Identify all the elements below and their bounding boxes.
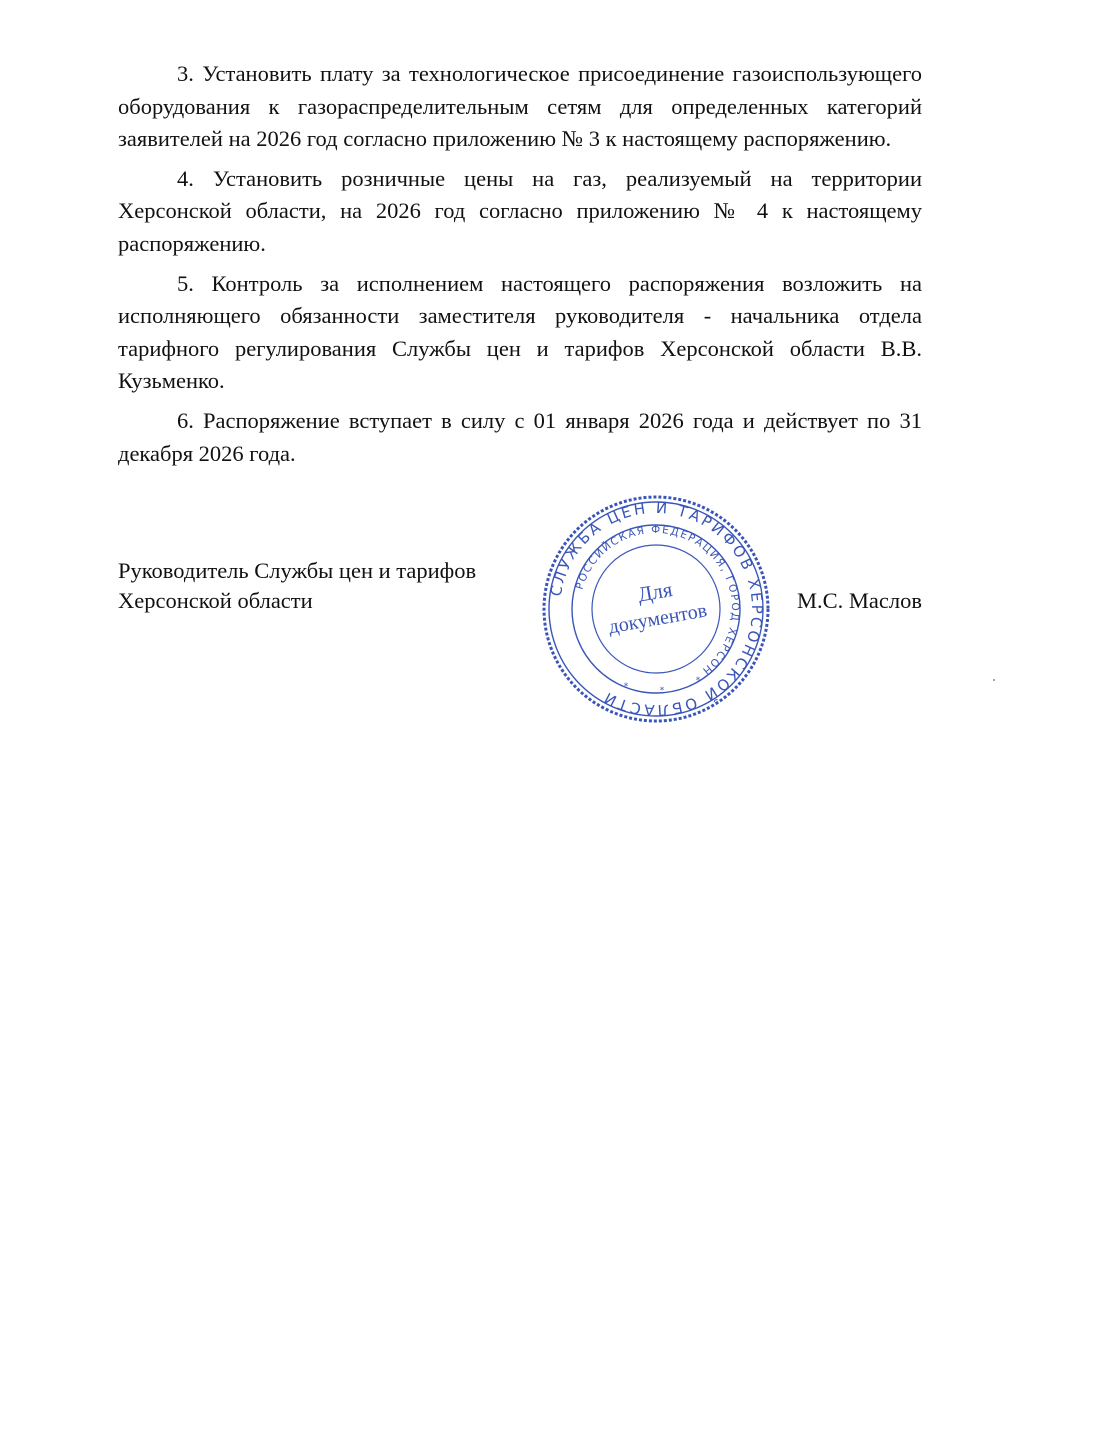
seal-star-center: *	[659, 686, 665, 696]
seal-center-line-1: Для	[635, 577, 675, 607]
seal-inner-text: РОССИЙСКАЯ ФЕДЕРАЦИЯ, ГОРОД ХЕРСОН	[573, 523, 742, 678]
scan-speck	[993, 679, 995, 681]
seal-star-left: *	[623, 682, 629, 692]
seal-graphic	[540, 493, 772, 725]
seal-center-line-2: документов	[606, 599, 709, 639]
paragraph-4: 4. Установить розничные цены на газ, реализуемый на территории Херсонской области, на 2026 год согласно приложению № 4 к настоящему распоряжению.	[118, 165, 922, 256]
paragraph-6: 6. Распоряжение вступает в силу с 01 января 2026 года и действует по 31 декабря 2026 года.	[118, 407, 922, 466]
seal-star-right: *	[695, 676, 701, 686]
paragraph-3: 3. Установить плату за технологическое присоединение газоиспользующего оборудования к газораспределительным сетям для определенных категорий заявителей на 2026 год согласно приложению № 3 к настоящему распоряжению.	[118, 61, 922, 152]
signature-block	[118, 556, 922, 726]
signer-title	[118, 556, 476, 616]
seal-outer-text: СЛУЖБА ЦЕН И ТАРИФОВ ХЕРСОНСКОЙ ОБЛАСТИ	[546, 498, 767, 720]
official-seal	[540, 493, 772, 725]
paragraph-5: 5. Контроль за исполнением настоящего распоряжения возложить на исполняющего обязанности заместителя руководителя - начальника отдела тарифного регулирования Службы цен и тарифов Херсонской области В.В. Кузьменко.	[118, 270, 922, 394]
document-body	[118, 58, 922, 477]
signer-title-line-1: Руководитель Службы цен и тарифов	[118, 558, 477, 583]
signer-name: М.С. Маслов	[797, 588, 922, 613]
signer-title-line-2: Херсонской области	[118, 588, 313, 613]
